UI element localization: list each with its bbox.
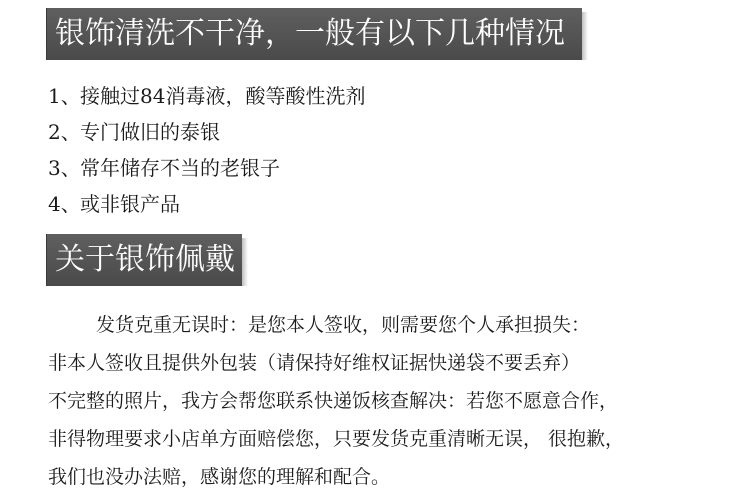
- list-item: [48, 114, 365, 150]
- paragraph-line: 我们也没办法赔，感谢您的理解和配合。: [48, 466, 391, 488]
- list-item: [48, 186, 365, 222]
- section-heading-cleaning-text: 银饰清洗不干净，一般有以下几种情况: [55, 16, 565, 51]
- list-item: [48, 78, 365, 114]
- list-item-number: 1、: [48, 84, 81, 108]
- paragraph-line: 非得物理要求小店单方面赔偿您，只要发货克重清晰无误， 很抱歉，: [48, 428, 625, 450]
- wearing-notice-paragraph: [48, 306, 748, 496]
- list-item-number: 2、: [48, 120, 81, 144]
- paragraph-line: 不完整的照片，我方会帮您联系快递饭核查解决：若您不愿意合作，: [48, 390, 619, 412]
- list-item-text: 接触过84消毒液，酸等酸性洗剂: [80, 84, 366, 108]
- list-item-text: 专门做旧的泰银: [80, 120, 220, 144]
- list-item-text: 常年储存不当的老银子: [80, 156, 280, 180]
- section-heading-wearing-text: 关于银饰佩戴: [55, 242, 235, 277]
- section-heading-cleaning: [46, 8, 582, 60]
- list-item: [48, 150, 365, 186]
- list-item-number: 3、: [48, 156, 81, 180]
- list-item-text: 或非银产品: [80, 192, 180, 216]
- list-item-number: 4、: [48, 192, 81, 216]
- heading-shadow: [582, 12, 588, 60]
- section-heading-wearing: [46, 234, 242, 286]
- paragraph-line: 非本人签收且提供外包装（请保持好维权证据快递袋不要丢弃）: [48, 352, 581, 374]
- heading-shadow: [242, 238, 248, 286]
- paragraph-line: 发货克重无误时：是您本人签收，则需要您个人承担损失：: [96, 314, 591, 336]
- cleaning-issues-list: [48, 78, 365, 222]
